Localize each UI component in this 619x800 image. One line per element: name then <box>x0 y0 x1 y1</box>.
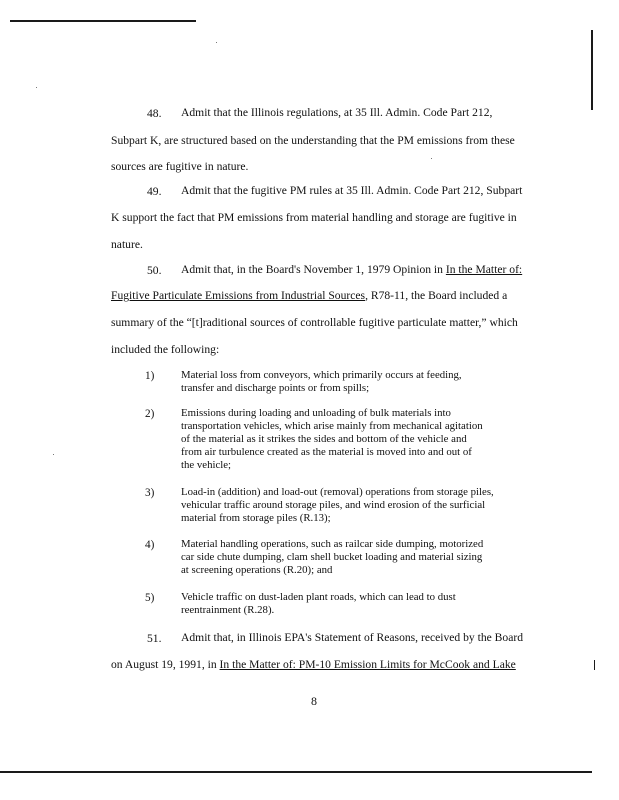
paragraph-49-line-1: Admit that the fugitive PM rules at 35 Ill. Admin. Code Part 212, Subpart <box>181 184 523 197</box>
paragraph-48-line-3: sources are fugitive in nature. <box>111 160 249 173</box>
right-margin-mark <box>594 660 595 670</box>
paragraph-48-number: 48. <box>147 107 162 120</box>
paragraph-50-line-4: included the following: <box>111 343 220 356</box>
paragraph-48-line-2: Subpart K, are structured based on the understanding that the PM emissions from these <box>111 134 515 147</box>
paragraph-49-line-3: nature. <box>111 238 143 251</box>
case-title-pm10: In the Matter of: PM-10 Emission Limits for McCook and Lake <box>219 658 516 671</box>
paragraph-50-line-2: Fugitive Particulate Emissions from Industrial Sources, R78-11, the Board included a <box>111 289 508 302</box>
list-item-2-number: 2) <box>145 408 155 420</box>
paragraph-51-line-1: Admit that, in Illinois EPA's Statement of Reasons, received by the Board <box>181 631 524 644</box>
scan-speck <box>36 87 37 88</box>
list-item-2-text: Emissions during loading and unloading of bulk materials into transportation vehicles, which arise mainly from mechanical agitation of the material as it strikes the sides and bottom of the vehicle and from air turbulence created as the material is moved into and out of the vehicle; <box>181 407 483 471</box>
bottom-rule <box>0 771 592 773</box>
list-item-5-text: Vehicle traffic on dust-laden plant roads, which can lead to dust reentrainment (R.28). <box>181 591 456 616</box>
list-item-3-text: Load-in (addition) and load-out (removal) operations from storage piles, vehicular traffic around storage piles, and wind erosion of the surficial material from storage piles (R.13); <box>181 486 494 524</box>
list-item-1-text: Material loss from conveyors, which primarily occurs at feeding, transfer and discharge points or from spills; <box>181 369 462 394</box>
paragraph-48-line-1: Admit that the Illinois regulations, at 35 Ill. Admin. Code Part 212, <box>181 106 493 119</box>
list-item-3-number: 3) <box>145 487 155 499</box>
right-edge-line <box>591 30 593 110</box>
paragraph-50-number: 50. <box>147 264 162 277</box>
paragraph-50-line-1: Admit that, in the Board's November 1, 1979 Opinion in In the Matter of: <box>181 263 523 276</box>
list-item-5-number: 5) <box>145 592 155 604</box>
paragraph-50-line-3: summary of the “[t]raditional sources of controllable fugitive particulate matter,” which <box>111 316 518 329</box>
scan-speck <box>431 158 432 159</box>
case-title-part-2: Fugitive Particulate Emissions from Industrial Sources <box>111 289 366 302</box>
list-item-1-number: 1) <box>145 370 155 382</box>
page-number: 8 <box>311 694 317 708</box>
list-item-4-number: 4) <box>145 539 155 551</box>
paragraph-49-number: 49. <box>147 185 162 198</box>
list-item-4-text: Material handling operations, such as railcar side dumping, motorized car side chute dumping, clam shell bucket loading and material sizing at screening operations (R.20); and <box>181 538 484 576</box>
scan-speck <box>216 42 217 43</box>
paragraph-51-number: 51. <box>147 632 162 645</box>
case-title-part-1: In the Matter of: <box>445 263 523 276</box>
paragraph-51-line-2: on August 19, 1991, in In the Matter of: PM-10 Emission Limits for McCook and Lake <box>111 658 516 671</box>
paragraph-49-line-2: K support the fact that PM emissions from material handling and storage are fugitive in <box>111 211 517 224</box>
top-rule <box>10 20 196 22</box>
scan-speck <box>53 454 54 455</box>
